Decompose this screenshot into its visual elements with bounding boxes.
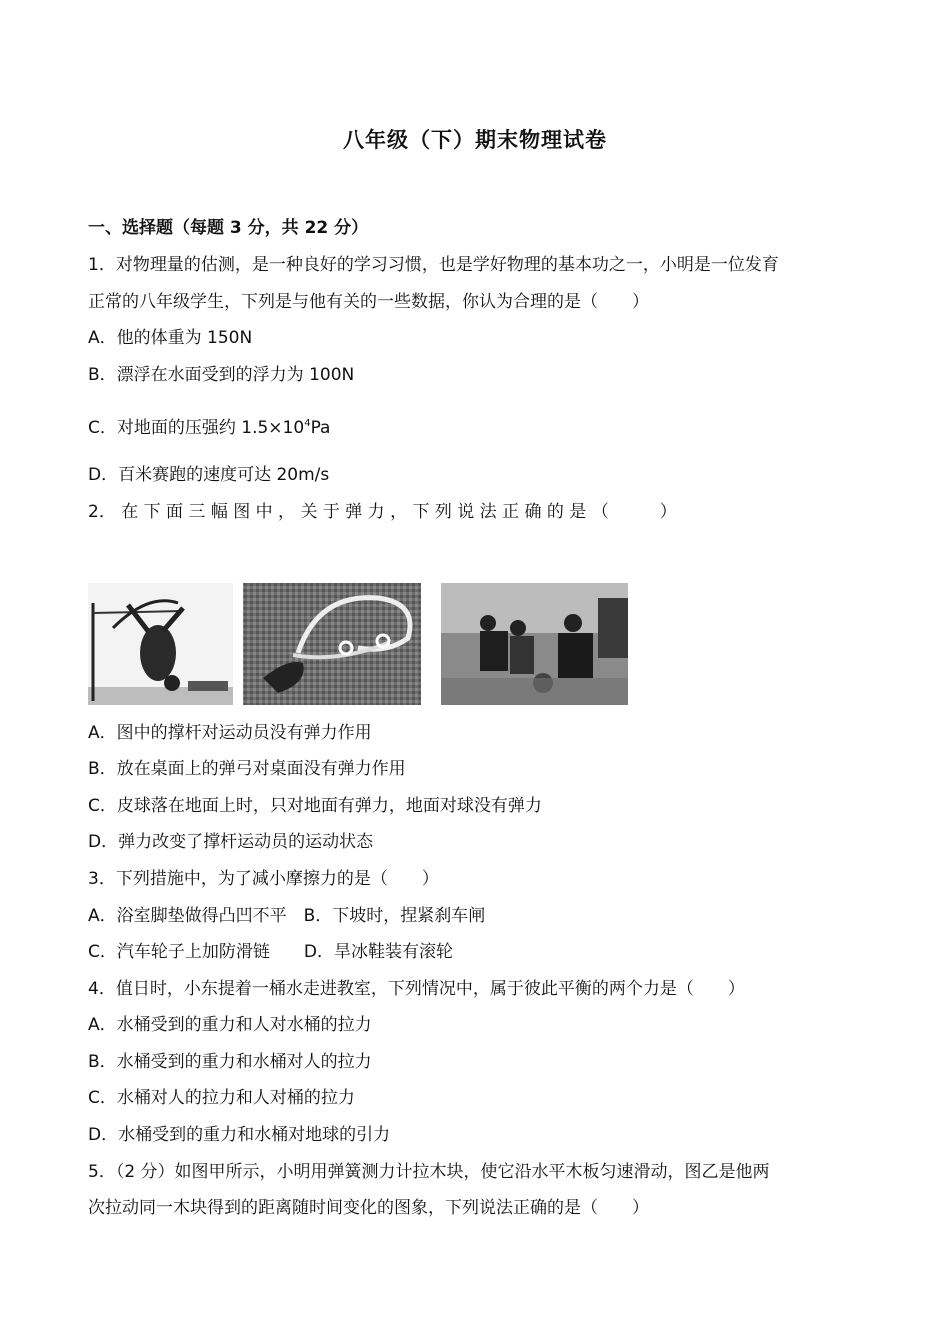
q2-option-d: D．弹力改变了撑杆运动员的运动状态 (88, 832, 374, 852)
q4-stem: 4．值日时，小东提着一桶水走进教室，下列情况中，属于彼此平衡的两个力是（ ） (88, 979, 745, 999)
q1-option-c-text: C．对地面的压强约 1.5×10 (88, 418, 305, 438)
q1-option-c-unit: Pa (310, 418, 331, 438)
q4-option-a: A．水桶受到的重力和人对水桶的拉力 (88, 1015, 372, 1035)
q4-option-b: B．水桶受到的重力和水桶对人的拉力 (88, 1052, 372, 1072)
q3-stem: 3．下列措施中，为了减小摩擦力的是（ ） (88, 869, 439, 889)
q4-option-d: D．水桶受到的重力和水桶对地球的引力 (88, 1125, 391, 1145)
q2-option-b: B．放在桌面上的弹弓对桌面没有弹力作用 (88, 759, 406, 779)
q1-stem-line2: 正常的八年级学生，下列是与他有关的一些数据，你认为合理的是（ ） (88, 292, 649, 312)
q1-stem-line1: 1．对物理量的估测，是一种良好的学习习惯，也是学好物理的基本功之一，小明是一位发育 (88, 255, 779, 275)
page-title: 八年级（下）期末物理试卷 (343, 128, 607, 152)
q5-stem-line2: 次拉动同一木块得到的距离随时间变化的图象，下列说法正确的是（ ） (88, 1198, 649, 1218)
q5-stem-line1: 5．（2 分）如图甲所示，小明用弹簧测力计拉木块，使它沿水平木板匀速滑动，图乙是他两 (88, 1162, 770, 1182)
q1-option-c (88, 412, 330, 440)
q1-option-d: D．百米赛跑的速度可达 20m/s (88, 465, 330, 485)
q1-option-c-exponent: 4 (304, 418, 311, 429)
q2-option-c: C．皮球落在地面上时，只对地面有弹力，地面对球没有弹力 (88, 796, 542, 816)
slingshot-photo (243, 583, 421, 705)
q1-option-b: B．漂浮在水面受到的浮力为 100N (88, 365, 355, 385)
q2-stem: 2． 在 下 面 三 幅 图 中 ， 关 于 弹 力 ， 下 列 说 法 正 确 的 是 （ ） (88, 502, 677, 522)
q4-option-c: C．水桶对人的拉力和人对桶的拉力 (88, 1088, 355, 1108)
ball-game-photo (441, 583, 628, 705)
q3-options-ab: A．浴室脚垫做得凸凹不平 B．下坡时，捏紧刹车闸 (88, 906, 486, 926)
q3-options-cd: C．汽车轮子上加防滑链 D．旱冰鞋装有滚轮 (88, 942, 453, 962)
pole-vault-photo (88, 583, 233, 705)
section-heading: 一、选择题（每题 3 分，共 22 分） (88, 218, 369, 238)
q2-figure-photos (88, 583, 628, 705)
q2-option-a: A．图中的撑杆对运动员没有弹力作用 (88, 723, 372, 743)
q1-option-a: A．他的体重为 150N (88, 328, 253, 348)
